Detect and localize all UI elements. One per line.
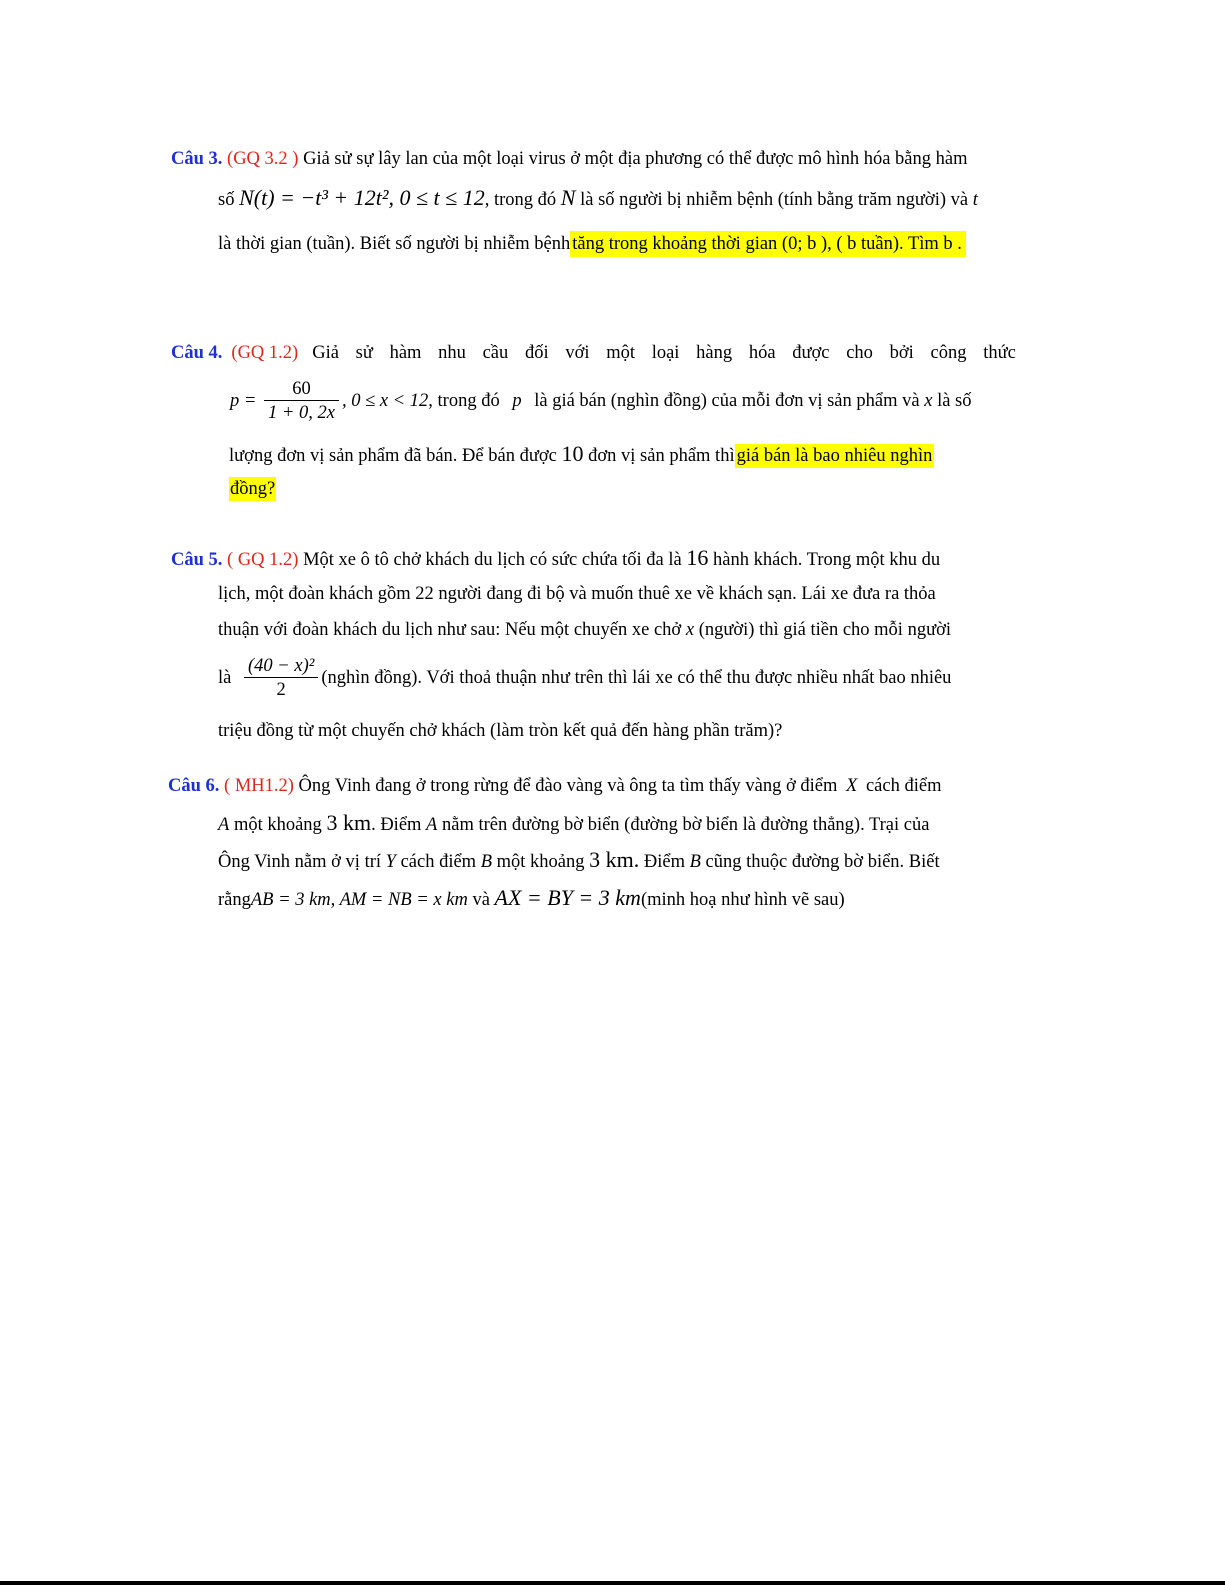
- q6-line-1: [168, 773, 941, 799]
- q6-dist-3km: 3 km: [326, 810, 372, 835]
- q4-highlight-2: đồng?: [230, 479, 276, 499]
- q4-var-p: p: [512, 391, 522, 411]
- q6-text-4a: rằng: [218, 890, 251, 910]
- q4-var-x: x: [924, 391, 933, 411]
- q3-var-n: N: [560, 185, 576, 210]
- q4-word: sử: [355, 343, 373, 363]
- q6-text-3e: cũng thuộc đường bờ biển. Biết: [705, 852, 940, 872]
- q4-fraction: [264, 378, 339, 425]
- q4-formula-lhs: p =: [230, 391, 257, 411]
- q5-line-4: [218, 652, 951, 704]
- q4-word: cho: [846, 343, 873, 363]
- q4-formula-cond: , 0 ≤ x < 12: [341, 391, 429, 411]
- q5-text-4a: là: [218, 668, 232, 688]
- q6-text-2a: một khoảng: [233, 815, 322, 835]
- q4-highlight-1: giá bán là bao nhiêu nghìn: [736, 446, 933, 466]
- q3-line-1: [171, 146, 968, 172]
- q3-text-2a: số: [218, 190, 235, 210]
- q6-text-3b: cách điểm: [400, 852, 477, 872]
- q6-source: ( MH1.2): [224, 776, 294, 796]
- q6-line-2: [218, 810, 929, 838]
- q4-word: hàng: [696, 343, 733, 363]
- q4-word: bởi: [889, 343, 914, 363]
- q4-word: với: [565, 343, 590, 363]
- q6-var-x: X: [846, 776, 858, 796]
- q4-word: cầu: [482, 343, 509, 363]
- q5-frac-num: (40 − x)²: [247, 656, 315, 677]
- q5-text-1a: Một xe ô tô chở khách du lịch có sức chứa tối đa là: [303, 550, 682, 570]
- q6-line-3: [218, 847, 940, 875]
- q6-dist-3km-b: 3 km.: [589, 847, 640, 872]
- q4-word: Giả: [312, 343, 339, 363]
- q3-var-t: t: [972, 190, 978, 210]
- q5-line-3: [218, 617, 951, 643]
- q4-frac-num: 60: [292, 379, 311, 400]
- q4-word: loại: [651, 343, 680, 363]
- q6-text-3d: Điểm: [643, 852, 685, 872]
- q5-frac-den: 2: [244, 677, 318, 702]
- q4-label: Câu 4.: [171, 343, 223, 363]
- q5-text-5: triệu đồng từ một chuyến chở khách (làm tròn kết quả đến hàng phần trăm)?: [218, 721, 783, 741]
- q5-source: ( GQ 1.2): [227, 550, 299, 570]
- q4-text-2b: là giá bán (nghìn đồng) của mỗi đơn vị sản phẩm và: [534, 391, 920, 411]
- bottom-border-line: [0, 1581, 1225, 1585]
- q3-text-2b: , trong đó: [484, 190, 557, 210]
- q4-source: (GQ 1.2): [231, 343, 299, 363]
- q3-label: Câu 3.: [171, 149, 223, 169]
- q5-var-x: x: [685, 620, 695, 640]
- q4-text-3b: đơn vị sản phẩm thì: [588, 446, 735, 466]
- q6-text-1b: cách điểm: [865, 776, 942, 796]
- q6-equation-1: AB = 3 km, AM = NB = x km: [250, 890, 468, 910]
- q4-text-1: [312, 340, 1016, 366]
- q4-text-3a: lượng đơn vị sản phẩm đã bán. Để bán được: [229, 446, 557, 466]
- q4-text-2c: là số: [937, 391, 972, 411]
- q4-num-10: 10: [561, 441, 584, 466]
- q6-var-a-2: A: [426, 815, 438, 835]
- q4-line-2: [230, 377, 972, 425]
- q3-text-1: Giả sử sự lây lan của một loại virus ở một địa phương có thể được mô hình hóa bằng hàm: [303, 149, 968, 169]
- q6-text-3c: một khoảng: [496, 852, 585, 872]
- q4-word: nhu: [438, 343, 466, 363]
- q5-text-2b: người đang đi bộ và muốn thuê xe về khách sạn. Lái xe đưa ra thỏa: [438, 584, 936, 604]
- q6-text-1a: Ông Vinh đang ở trong rừng để đào vàng và ông ta tìm thấy vàng ở điểm: [298, 776, 838, 796]
- q4-word: đối: [524, 343, 549, 363]
- q4-frac-den: 1 + 0, 2x: [264, 400, 339, 425]
- q4-word: công: [930, 343, 967, 363]
- q3-line-3: [218, 231, 966, 257]
- q5-text-2a: lịch, một đoàn khách gồm: [218, 584, 411, 604]
- q5-text-4b: (nghìn đồng). Với thoả thuận như trên thì lái xe có thể thu được nhiều nhất bao nhiêu: [321, 668, 952, 688]
- q4-line-1: [171, 340, 1016, 366]
- q6-equation-2: AX = BY = 3 km: [494, 885, 641, 910]
- q5-text-3a: thuận với đoàn khách du lịch như sau: Nếu một chuyến xe chở: [218, 620, 682, 640]
- q6-var-b-2: B: [689, 852, 701, 872]
- q3-source: (GQ 3.2 ): [227, 149, 299, 169]
- q4-text-2a: , trong đó: [428, 391, 500, 411]
- q4-word: thức: [983, 343, 1016, 363]
- q5-num-16: 16: [686, 545, 709, 570]
- q6-text-2b: . Điểm: [371, 815, 422, 835]
- q6-var-a: A: [218, 815, 230, 835]
- q4-word: hóa: [748, 343, 776, 363]
- q5-line-2: [218, 581, 936, 607]
- q5-label: Câu 5.: [171, 550, 223, 570]
- q5-line-1: [171, 545, 940, 573]
- q3-line-2: [218, 185, 978, 213]
- q6-text-3a: Ông Vinh nằm ở vị trí: [218, 852, 382, 872]
- q6-text-2c: nằm trên đường bờ biển (đường bờ biển là đường thẳng). Trại của: [441, 815, 930, 835]
- q6-label: Câu 6.: [168, 776, 220, 796]
- q6-text-4b: và: [472, 890, 490, 910]
- q6-text-4c: (minh hoạ như hình vẽ sau): [640, 890, 845, 910]
- q4-line-4: [229, 476, 276, 502]
- q5-line-5: [218, 718, 782, 744]
- q6-var-b: B: [480, 852, 492, 872]
- q5-num-22: 22: [415, 584, 434, 604]
- q4-word: một: [606, 343, 635, 363]
- q5-text-3b: (người) thì giá tiền cho mỗi người: [698, 620, 952, 640]
- q5-fraction: [244, 655, 318, 702]
- q3-text-2c: là số người bị nhiễm bệnh (tính bằng trăm người) và: [580, 190, 969, 210]
- q5-text-1b: hành khách. Trong một khu du: [713, 550, 941, 570]
- q6-var-y: Y: [385, 852, 396, 872]
- q4-word: được: [792, 343, 830, 363]
- q6-line-4: [218, 885, 845, 913]
- q3-text-3: là thời gian (tuần). Biết số người bị nhiễm bệnh: [218, 234, 571, 254]
- q3-highlight: tăng trong khoảng thời gian (0; b ), ( b tuần). Tìm b .: [570, 231, 966, 257]
- q3-formula: N(t) = −t³ + 12t², 0 ≤ t ≤ 12: [239, 185, 485, 210]
- q4-line-3: [229, 441, 934, 469]
- q4-word: hàm: [389, 343, 422, 363]
